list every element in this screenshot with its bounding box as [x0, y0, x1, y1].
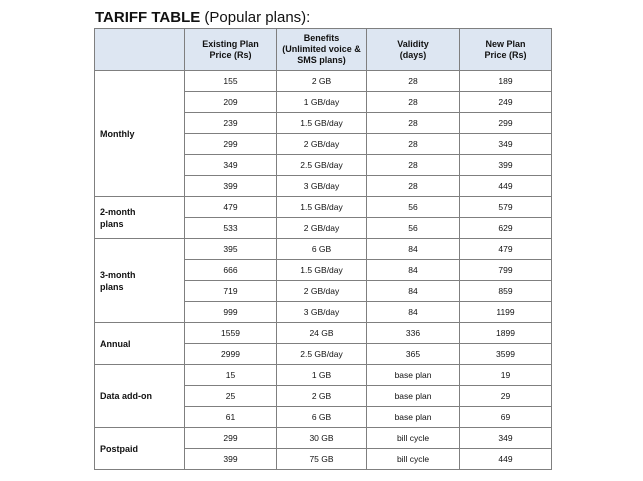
benefits-cell: 6 GB [277, 407, 367, 428]
benefits-cell: 6 GB [277, 239, 367, 260]
header-line: (days) [399, 49, 427, 60]
validity-cell: 28 [367, 155, 460, 176]
validity-cell: 336 [367, 323, 460, 344]
new-price-cell: 299 [460, 113, 552, 134]
new-price-cell: 69 [460, 407, 552, 428]
validity-cell: 84 [367, 302, 460, 323]
table-row [95, 323, 552, 344]
header-line: SMS plans) [297, 55, 346, 65]
tariff-table [94, 28, 552, 470]
benefits-cell: 2 GB/day [277, 134, 367, 155]
existing-price-cell: 533 [185, 218, 277, 239]
new-price-cell: 189 [460, 71, 552, 92]
validity-cell: 56 [367, 197, 460, 218]
benefits-cell: 2 GB [277, 71, 367, 92]
existing-price-cell: 25 [185, 386, 277, 407]
header-line: Benefits [303, 33, 340, 43]
validity-cell: base plan [367, 386, 460, 407]
benefits-cell: 1.5 GB/day [277, 197, 367, 218]
category-label: Monthly [100, 128, 135, 139]
validity-cell: 28 [367, 71, 460, 92]
new-price-cell: 399 [460, 155, 552, 176]
table-title [95, 9, 310, 26]
table-row [95, 239, 552, 260]
validity-cell: 84 [367, 239, 460, 260]
new-price-cell: 1199 [460, 302, 552, 323]
header-existing-price [185, 29, 277, 71]
existing-price-cell: 1559 [185, 323, 277, 344]
new-price-cell: 3599 [460, 344, 552, 365]
table-row [95, 428, 552, 449]
header-new-price [460, 29, 552, 71]
table-row [95, 71, 552, 92]
header-benefits [277, 29, 367, 71]
existing-price-cell: 399 [185, 176, 277, 197]
category-label: 3-month [100, 269, 136, 280]
new-price-cell: 629 [460, 218, 552, 239]
header-validity [367, 29, 460, 71]
existing-price-cell: 239 [185, 113, 277, 134]
category-cell [95, 71, 185, 197]
validity-cell: bill cycle [367, 449, 460, 470]
table-row [95, 365, 552, 386]
validity-cell: 28 [367, 176, 460, 197]
existing-price-cell: 399 [185, 449, 277, 470]
new-price-cell: 449 [460, 176, 552, 197]
header-line: Existing Plan [202, 38, 259, 49]
header-line: New Plan [485, 38, 526, 49]
validity-cell: 84 [367, 281, 460, 302]
existing-price-cell: 666 [185, 260, 277, 281]
existing-price-cell: 349 [185, 155, 277, 176]
category-cell [95, 323, 185, 365]
category-label: 2-month [100, 206, 136, 217]
validity-cell: base plan [367, 365, 460, 386]
new-price-cell: 799 [460, 260, 552, 281]
benefits-cell: 75 GB [277, 449, 367, 470]
benefits-cell: 24 GB [277, 323, 367, 344]
validity-cell: 28 [367, 134, 460, 155]
existing-price-cell: 395 [185, 239, 277, 260]
existing-price-cell: 61 [185, 407, 277, 428]
benefits-cell: 30 GB [277, 428, 367, 449]
new-price-cell: 479 [460, 239, 552, 260]
header-line: Validity [397, 38, 429, 49]
benefits-cell: 1 GB [277, 365, 367, 386]
category-cell [95, 239, 185, 323]
existing-price-cell: 15 [185, 365, 277, 386]
category-label: Annual [100, 338, 131, 349]
benefits-cell: 1.5 GB/day [277, 260, 367, 281]
validity-cell: 28 [367, 113, 460, 134]
table-title-subtitle: (Popular plans): [200, 9, 311, 26]
existing-price-cell: 2999 [185, 344, 277, 365]
header-row [95, 29, 552, 71]
header-line: Price (Rs) [484, 49, 527, 60]
validity-cell: 365 [367, 344, 460, 365]
table-title-bold: TARIFF TABLE [95, 9, 201, 26]
benefits-cell: 2.5 GB/day [277, 344, 367, 365]
new-price-cell: 349 [460, 428, 552, 449]
category-cell [95, 197, 185, 239]
new-price-cell: 1899 [460, 323, 552, 344]
header-line: (Unlimited voice & [282, 44, 361, 54]
header-category [95, 29, 185, 71]
validity-cell: base plan [367, 407, 460, 428]
existing-price-cell: 999 [185, 302, 277, 323]
category-label: Postpaid [100, 443, 139, 454]
category-label: plans [100, 218, 124, 229]
benefits-cell: 1 GB/day [277, 92, 367, 113]
benefits-cell: 3 GB/day [277, 302, 367, 323]
existing-price-cell: 299 [185, 428, 277, 449]
category-label: Data add-on [100, 391, 153, 401]
table-body [95, 71, 552, 470]
benefits-cell: 2 GB/day [277, 218, 367, 239]
validity-cell: 56 [367, 218, 460, 239]
new-price-cell: 249 [460, 92, 552, 113]
new-price-cell: 859 [460, 281, 552, 302]
existing-price-cell: 209 [185, 92, 277, 113]
existing-price-cell: 299 [185, 134, 277, 155]
category-label: plans [100, 281, 124, 292]
existing-price-cell: 155 [185, 71, 277, 92]
benefits-cell: 2.5 GB/day [277, 155, 367, 176]
benefits-cell: 2 GB/day [277, 281, 367, 302]
existing-price-cell: 479 [185, 197, 277, 218]
new-price-cell: 449 [460, 449, 552, 470]
benefits-cell: 1.5 GB/day [277, 113, 367, 134]
category-cell [95, 428, 185, 470]
benefits-cell: 2 GB [277, 386, 367, 407]
new-price-cell: 29 [460, 386, 552, 407]
validity-cell: bill cycle [367, 428, 460, 449]
new-price-cell: 19 [460, 365, 552, 386]
header-line: Price (Rs) [209, 49, 252, 60]
benefits-cell: 3 GB/day [277, 176, 367, 197]
existing-price-cell: 719 [185, 281, 277, 302]
validity-cell: 84 [367, 260, 460, 281]
new-price-cell: 579 [460, 197, 552, 218]
category-cell [95, 365, 185, 428]
table-row [95, 197, 552, 218]
new-price-cell: 349 [460, 134, 552, 155]
validity-cell: 28 [367, 92, 460, 113]
